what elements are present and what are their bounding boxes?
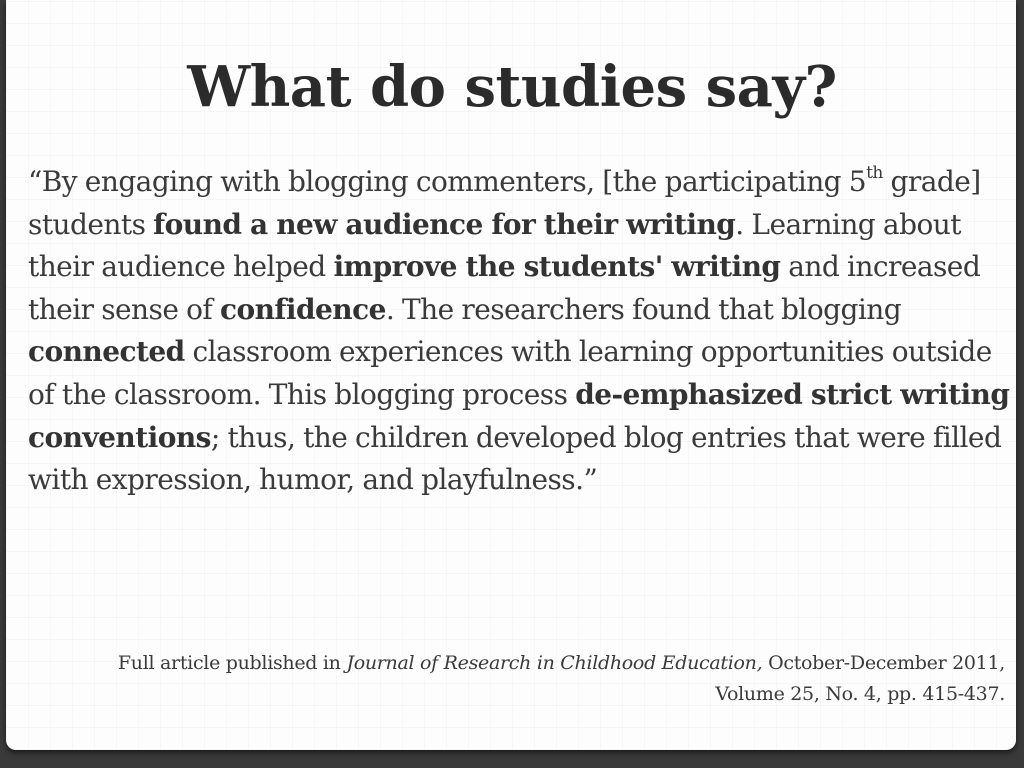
quote-text-1: “By engaging with blogging commenters, [the participating 5 [28, 165, 867, 198]
ordinal-superscript: th [866, 162, 883, 183]
quote-text-3: . Learning about their audience helped [28, 207, 961, 284]
emphasis-de-emphasized: de-emphasized strict writing conventions [28, 377, 1010, 454]
citation-prefix: Full article published in [117, 652, 347, 674]
quote-text-5: . The researchers found that blogging [385, 292, 902, 326]
quote-body [28, 161, 1013, 502]
citation-journal: Journal of Research in Childhood Education, [346, 652, 763, 674]
emphasis-new-audience: found a new audience for their writing [153, 207, 736, 241]
quote-text-2: grade] students [28, 165, 981, 241]
citation-suffix: October-December 2011, Volume 25, No. 4, pp. 415-437. [715, 652, 1005, 705]
slide-title: What do studies say? [187, 54, 837, 120]
quote-text-4: and increased their sense of [28, 250, 981, 326]
quote-text-7: ; thus, the children developed blog entries that were filled with expression, humor, and playfulness.” [28, 420, 1002, 497]
quote-text-6: classroom experiences with learning opportunities outside of the classroom. This blogging process [28, 335, 992, 411]
emphasis-confidence: confidence [219, 292, 386, 326]
emphasis-improve-writing: improve the students' writing [333, 250, 781, 284]
emphasis-connected: connected [28, 335, 185, 369]
citation [45, 648, 1005, 710]
